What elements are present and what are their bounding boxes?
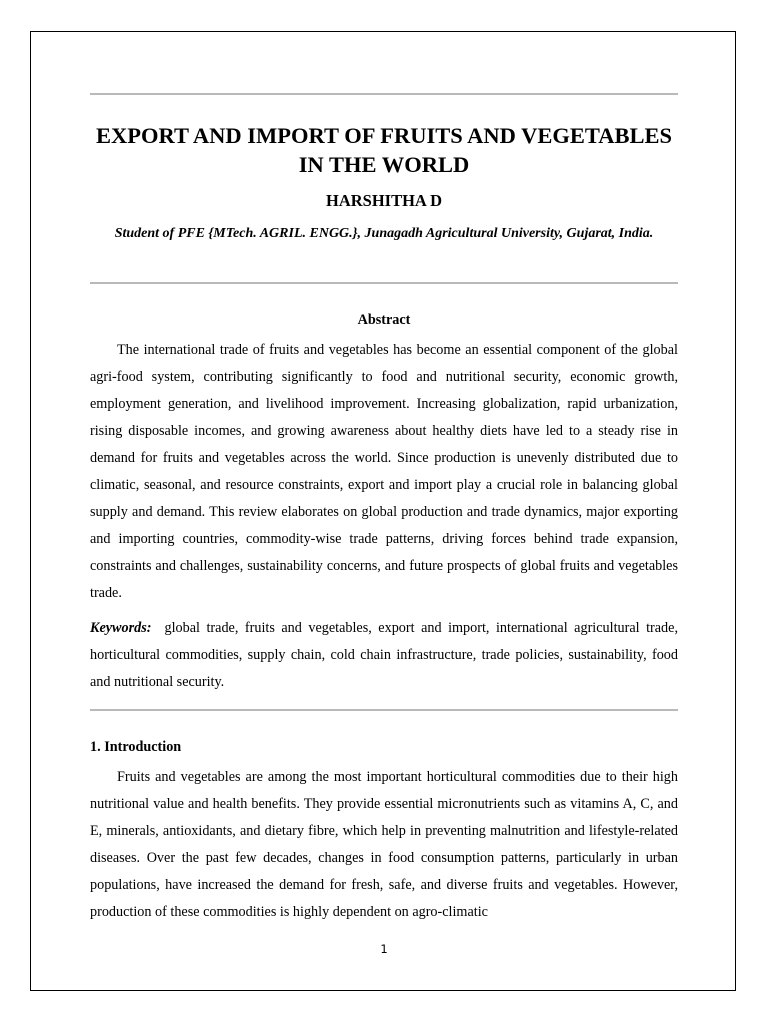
author-name: HARSHITHA D bbox=[326, 191, 442, 210]
introduction-heading: 1. Introduction bbox=[90, 739, 182, 755]
top-divider bbox=[90, 93, 678, 95]
abstract-text: The international trade of fruits and vegetables has become an essential component of the global agri-food system, contributing significantly to food and nutritional security, economic growth, employment generation, and livelihood improvement. Increasing globalization, rapid urbanization, rising disposable incomes, and growing awareness about healthy diets have led to a steady rise in demand for fruits and vegetables across the world. Since production is unevenly distributed due to climatic, seasonal, and resource constraints, export and import play a crucial role in balancing global supply and demand. This review elaborates on global production and trade dynamics, major exporting and importing countries, commodity-wise trade patterns, driving forces behind trade expansion, constraints and challenges, sustainability concerns, and future prospects of global fruits and vegetables trade. bbox=[90, 342, 678, 601]
header-divider bbox=[90, 282, 678, 284]
abstract-heading: Abstract bbox=[357, 312, 411, 328]
keywords bbox=[90, 615, 678, 696]
keywords-text: global trade, fruits and vegetables, export and import, international agricultural trade, horticultural commodities, supply chain, cold chain infrastructure, trade policies, sustainability, food and nutritional security. bbox=[90, 620, 678, 690]
keywords-label: Keywords: bbox=[90, 620, 152, 636]
paper-title: EXPORT AND IMPORT OF FRUITS AND VEGETABLES IN THE WORLD bbox=[95, 123, 673, 177]
author-affiliation: Student of PFE {MTech. AGRIL. ENGG.}, Junagadh Agricultural University, Gujarat, India. bbox=[114, 226, 654, 241]
keywords-divider bbox=[90, 709, 678, 711]
introduction-text: Fruits and vegetables are among the most important horticultural commodities due to their high nutritional value and health benefits. They provide essential micronutrients such as vitamins A, C, and E, minerals, antioxidants, and dietary fibre, which help in preventing malnutrition and lifestyle-related diseases. Over the past few decades, changes in food consumption patterns, particularly in urban populations, have increased the demand for fresh, safe, and diverse fruits and vegetables. However, production of these commodities is highly dependent on agro-climatic bbox=[90, 769, 678, 920]
page-number: 1 bbox=[380, 942, 388, 956]
